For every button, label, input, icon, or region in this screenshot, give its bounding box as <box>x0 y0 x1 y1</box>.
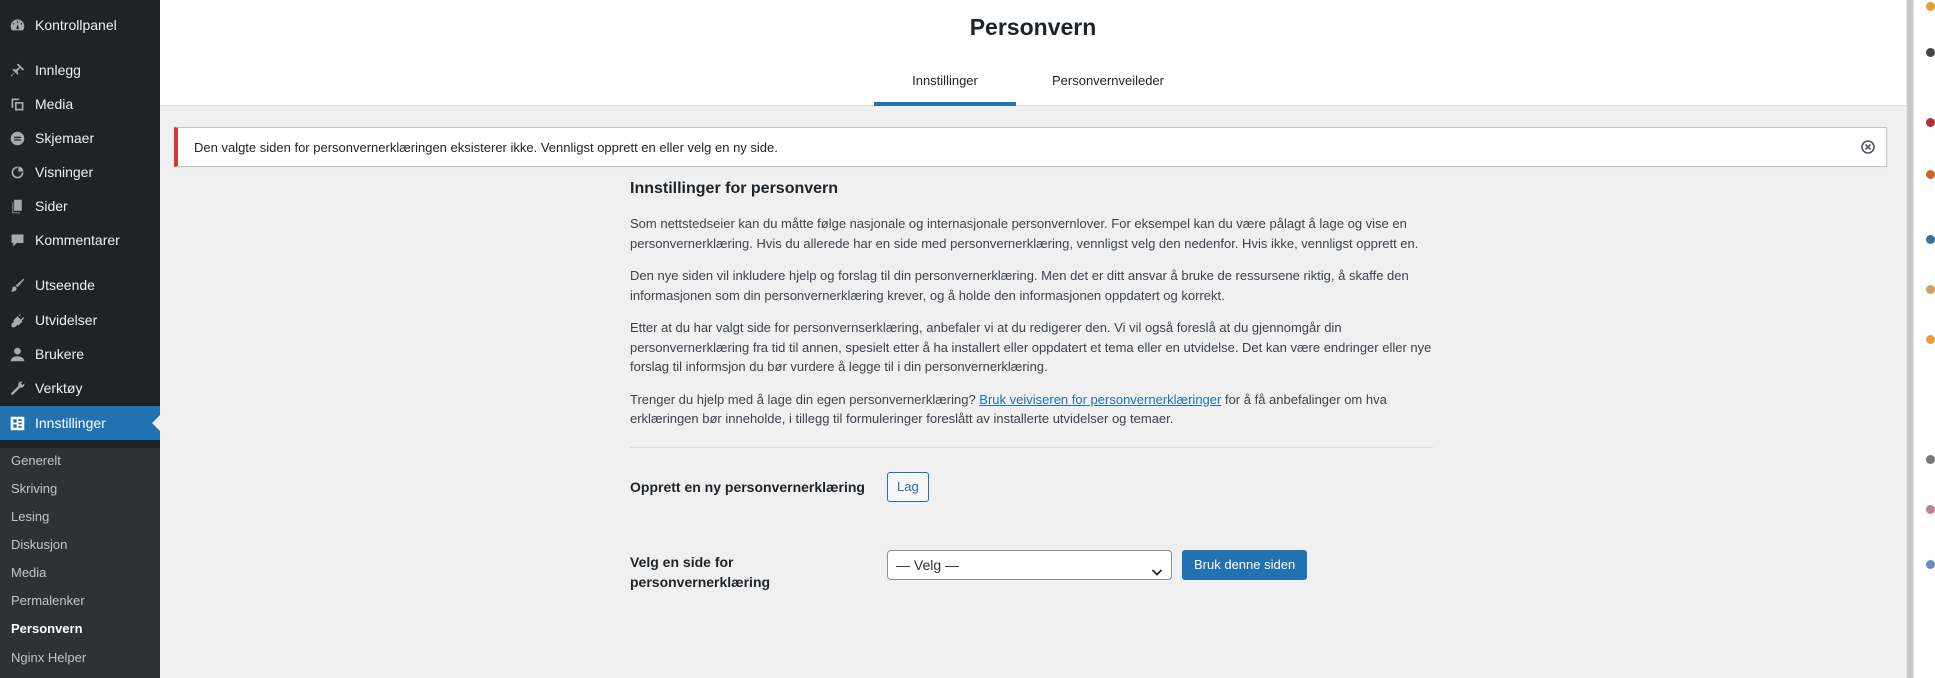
sidebar-item-kommentarer[interactable] <box>0 223 160 257</box>
sidebar-item-verktoy[interactable] <box>0 371 160 405</box>
privacy-guide-link[interactable]: Bruk veiviseren for personvernerklæringer <box>979 391 1222 407</box>
media-icon <box>8 95 26 113</box>
views-icon <box>8 163 26 181</box>
brush-icon <box>8 276 26 294</box>
settings-icon <box>8 414 26 432</box>
avatar <box>1926 335 1935 344</box>
submenu-item-skriving[interactable]: Skriving <box>11 481 58 496</box>
avatar <box>1926 235 1935 244</box>
sidebar-item-kontrollpanel[interactable] <box>0 8 160 42</box>
new-page-paragraph: Den nye siden vil inkludere hjelp og forslag til din personvernerklæring. Men det er ditt ansvar å bruke de ressursene riktig, å skaffe den informasjonen som din personvernerklæring krever, og å holde den informasjonen oppdatert og korrekt. <box>630 268 1409 303</box>
sidebar-item-label: Brukere <box>35 346 85 362</box>
admin-sidebar <box>0 0 160 678</box>
section-title: Innstillinger for personvern <box>630 180 839 197</box>
dismiss-icon[interactable] <box>1860 139 1876 155</box>
comment-icon <box>8 231 26 249</box>
help-text-before: Trenger du hjelp med å lage din egen personvernerklæring? <box>630 391 980 407</box>
tab-label: Innstillinger <box>912 73 978 88</box>
recommendation-paragraph: Etter at du har valgt side for personvernserklæring, anbefaler vi at du redigerer den. Vi vil også foreslå at du gjennomgår din personvernerklæring fra tid til annen, spesielt etter å ha installert eller oppdatert et tema eller en utvidelse. Det kan være endringer eller nye forslag til informsjon du bør vurdere å legge til i din personvernerklæring. <box>630 320 1432 374</box>
wrench-icon <box>8 379 26 397</box>
forms-icon <box>8 129 26 147</box>
sidebar-item-label: Innlegg <box>35 62 81 78</box>
intro-paragraph: Som nettstedseier kan du måtte følge nasjonale og internasjonale personvernlover. For eksempel kan du være pålagt å lage og vise en personvernerklæring. Hvis du allerede har en side med personvernerklæring, vennligst velg den nedenfor. Hvis ikke, vennligst opprett en. <box>630 216 1419 251</box>
avatar <box>1926 48 1935 57</box>
use-this-page-button[interactable]: Bruk denne siden <box>1182 550 1307 580</box>
tab-personvernveileder[interactable] <box>1031 60 1185 106</box>
sidebar-item-label: Visninger <box>35 164 94 180</box>
create-policy-button[interactable]: Lag <box>887 472 929 502</box>
sidebar-item-brukere[interactable] <box>0 337 160 371</box>
dashboard-icon <box>8 16 26 34</box>
sidebar-item-utvidelser[interactable] <box>0 303 160 337</box>
submenu-item-permalenker[interactable]: Permalenker <box>11 593 85 608</box>
sidebar-item-innstillinger[interactable] <box>0 406 160 440</box>
sidebar-item-media[interactable] <box>0 87 160 121</box>
chevron-down-icon <box>1151 559 1163 571</box>
privacy-settings-content <box>630 180 1433 590</box>
privacy-header <box>160 0 1906 106</box>
submenu-item-lesing[interactable]: Lesing <box>11 509 50 524</box>
create-policy-label: Opprett en ny personvernerklæring <box>630 479 865 495</box>
page-title: Personvern <box>969 14 1097 40</box>
submenu-item-generelt[interactable]: Generelt <box>11 453 61 468</box>
sidebar-item-label: Verktøy <box>35 380 83 396</box>
avatar <box>1926 170 1935 179</box>
sidebar-item-utseende[interactable] <box>0 268 160 302</box>
submenu-item-nginx-helper[interactable]: Nginx Helper <box>11 650 87 665</box>
avatar <box>1926 2 1935 11</box>
sidebar-item-label: Media <box>35 96 74 112</box>
sidebar-item-label: Sider <box>35 198 68 214</box>
submenu-item-personvern[interactable]: Personvern <box>11 621 83 636</box>
submenu-item-media[interactable]: Media <box>11 565 47 580</box>
sidebar-item-visninger[interactable] <box>0 155 160 189</box>
sidebar-item-label: Kontrollpanel <box>35 17 117 33</box>
error-notice <box>174 127 1887 167</box>
sidebar-item-label: Utvidelser <box>35 312 98 328</box>
tab-innstillinger[interactable] <box>874 60 1016 106</box>
current-menu-arrow <box>152 415 160 431</box>
help-text-after: for å få anbefalinger om hva erklæringen bør inneholde, i tillegg til formuleringer foreslått av installerte utvidelser og temaer. <box>630 391 1387 426</box>
help-paragraph <box>630 390 1433 429</box>
tab-label: Personvernveileder <box>1051 73 1164 88</box>
select-policy-label: Velg en side for personvernerklæring <box>630 554 771 590</box>
submenu-item-diskusjon[interactable]: Diskusjon <box>11 537 68 552</box>
avatar <box>1926 455 1935 464</box>
avatar <box>1926 118 1935 127</box>
user-icon <box>8 345 26 363</box>
divider <box>630 447 1433 448</box>
sidebar-item-label: Skjemaer <box>35 130 95 146</box>
avatar <box>1926 505 1935 514</box>
avatar <box>1926 285 1935 294</box>
sidebar-item-label: Utseende <box>35 277 95 293</box>
settings-submenu <box>0 448 160 678</box>
sidebar-item-skjemaer[interactable] <box>0 121 160 155</box>
policy-page-select[interactable] <box>887 550 1172 580</box>
notice-text: Den valgte siden for personvernerklæringen eksisterer ikke. Vennligst opprett en eller velg en ny side. <box>194 140 778 155</box>
sidebar-item-label: Kommentarer <box>35 232 120 248</box>
pages-icon <box>8 197 26 215</box>
plugin-icon <box>8 311 26 329</box>
sidebar-item-innlegg[interactable] <box>0 53 160 87</box>
select-value: — Velg — <box>896 557 960 573</box>
sidebar-item-label: Innstillinger <box>35 415 106 431</box>
pin-icon <box>8 61 26 79</box>
scrollbar-thumb[interactable] <box>1907 0 1913 678</box>
sidebar-item-sider[interactable] <box>0 189 160 223</box>
avatar <box>1926 560 1935 569</box>
